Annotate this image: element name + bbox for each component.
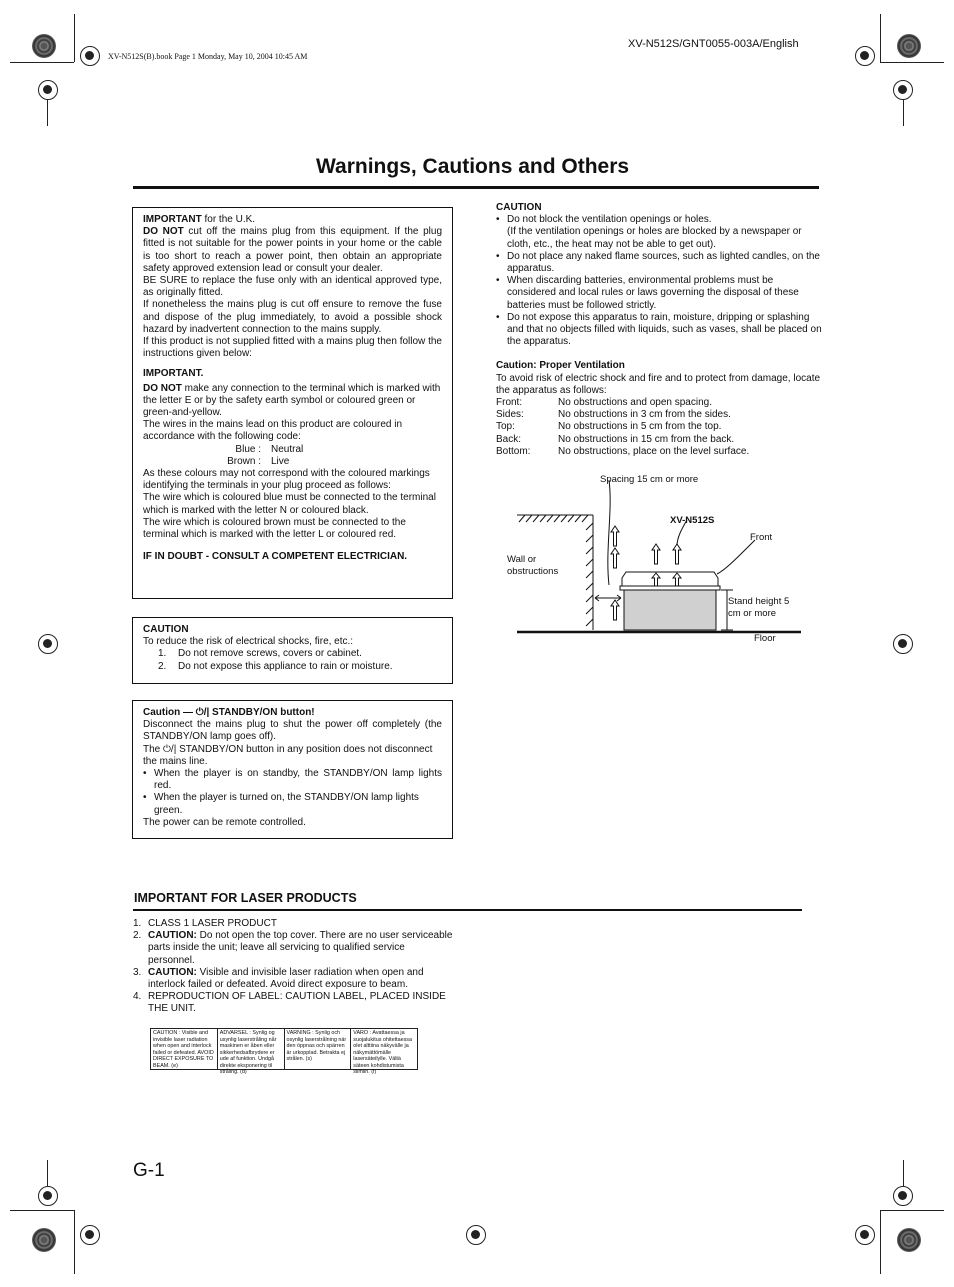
crop-line (47, 100, 48, 126)
registration-disc-icon (32, 1228, 56, 1252)
uk-important-text: for the U.K. (201, 214, 256, 225)
crop-line (74, 1210, 75, 1274)
row-value: No obstructions, place on the level surface. (558, 445, 750, 457)
caution-box (132, 617, 453, 684)
do-not-label: DO NOT (143, 226, 184, 238)
crosshair-mark-icon (893, 80, 913, 100)
crop-line (903, 100, 904, 126)
model-code: XV-N512S/GNT0055-003A/English (628, 38, 799, 50)
label-english: CAUTION : Visible and invisible laser radiation when open and interlock failed or defeated. AVOID DIRECT EXPOSURE TO BEAM. (e) (153, 1030, 214, 1069)
up-arrow-icon (611, 526, 619, 546)
label-danish: ADVARSEL : Synlig og usynlig laserstråling når maskinen er åben eller sikkerhedsafbrydere er ude af funktion. Undgå direkte eksponering til stråling. (d) (217, 1029, 284, 1069)
registration-disc-icon (897, 1228, 921, 1252)
list-number: 1. (133, 918, 142, 929)
diagram-front-label: Front (750, 532, 773, 543)
do-not-label-2: DO NOT (143, 382, 182, 394)
crop-line (880, 62, 944, 63)
code-brown-value: Live (271, 455, 290, 467)
list-number: 2. (158, 660, 167, 672)
diagram-spacing-label: Spacing 15 cm or more (600, 474, 699, 485)
up-arrow-icon (673, 544, 681, 564)
caution-label: CAUTION: (148, 966, 197, 978)
standby-heading-b: STANDBY/ON button! (209, 707, 315, 718)
doubt-text: IF IN DOUBT - CONSULT A COMPETENT ELECTRICIAN. (143, 551, 408, 563)
list-item (133, 930, 453, 967)
standby-heading-a: Caution — (143, 707, 196, 718)
ventilation-heading: Caution: Proper Ventilation (496, 360, 625, 372)
brown-wire-text: The wire which is coloured brown must be connected to the terminal which is marked with the letter L or coloured red. (143, 516, 406, 541)
registration-disc-icon (32, 34, 56, 58)
be-sure-text: BE SURE to replace the fuse only with an identical approved type, as originally fitted. (143, 275, 442, 299)
stand-shape (624, 590, 716, 630)
laser-rule (133, 909, 802, 911)
row-key: Bottom: (496, 445, 531, 457)
list-item (133, 991, 453, 1015)
ventilation-intro: To avoid risk of electric shock and fire and to protect from damage, locate the apparatus as follows: (496, 372, 821, 396)
diagram-model-label: XV-N512S (670, 515, 715, 526)
do-not-text: cut off the mains plug from this equipment. If the plug fitted is not suitable for the power points in your home or the cable is too short to reach a power point, then obtain an appropriate safety approved extension lead or consult your dealer. (143, 226, 443, 274)
list-item: Do not remove screws, covers or cabinet. (178, 648, 362, 660)
uk-important-box (132, 207, 453, 599)
row-key: Sides: (496, 409, 524, 421)
list-item (133, 967, 453, 991)
caution-bullet: • Do not place any naked flame sources, such as lighted candles, on the apparatus. (496, 251, 822, 275)
laser-heading: IMPORTANT FOR LASER PRODUCTS (134, 891, 357, 905)
list-text: Do not open the top cover. There are no user serviceable parts inside the unit; leave all servicing to qualified service personnel. (148, 930, 453, 966)
caution-heading: CAUTION (143, 624, 189, 635)
caution-bullet: • Do not block the ventilation openings or holes. (496, 214, 822, 226)
front-leader (717, 540, 755, 574)
row-value: No obstructions in 5 cm from the top. (558, 421, 722, 433)
crosshair-mark-icon (80, 1225, 100, 1245)
row-key: Front: (496, 397, 523, 409)
crosshair-mark-icon (893, 634, 913, 654)
list-number: 1. (158, 648, 167, 660)
page-title: Warnings, Cautions and Others (316, 155, 630, 178)
caution-bullet-sub: (If the ventilation openings or holes are blocked by a newspaper or cloth, etc., the heat may not be able to get out). (507, 226, 802, 250)
crop-line (47, 1160, 48, 1186)
crosshair-mark-icon (855, 1225, 875, 1245)
standby-p2a: The (143, 743, 164, 755)
list-text: REPRODUCTION OF LABEL: CAUTION LABEL, PLACED INSIDE THE UNIT. (148, 991, 446, 1015)
crosshair-mark-icon (466, 1225, 486, 1245)
caution-label: CAUTION: (148, 930, 197, 942)
caution-bullet: • Do not expose this apparatus to rain, moisture, dripping or splashing and that no objects filled with liquids, such as vases, shall be placed on the apparatus. (496, 312, 822, 349)
list-text: Visible and invisible laser radiation when open and interlock failed or defeated. Avoid direct exposure to beam. (148, 966, 424, 991)
crosshair-mark-icon (893, 1186, 913, 1206)
power-icon: ⏻/| (195, 707, 210, 718)
caution-intro: To reduce the risk of electrical shocks, fire, etc.: (143, 636, 354, 648)
page-number: G-1 (133, 1160, 165, 1181)
up-arrow-icon (652, 544, 660, 564)
registration-disc-icon (897, 34, 921, 58)
standby-box (132, 700, 453, 839)
list-number: 3. (133, 966, 142, 978)
crop-line (10, 1210, 74, 1211)
diagram-wall-label: Wall or obstructions (507, 554, 559, 577)
ventilation-row (496, 446, 822, 458)
crop-line (880, 1210, 881, 1274)
caution-bullet: • When discarding batteries, environmental problems must be considered and local rules or laws governing the disposal of these batteries must be followed strictly. (496, 275, 822, 312)
code-blue-value: Neutral (271, 443, 304, 455)
row-key: Back: (496, 433, 522, 445)
file-info: XV-N512S(B).book Page 1 Monday, May 10, 2004 10:45 AM (108, 52, 308, 61)
list-text: CLASS 1 LASER PRODUCT (148, 918, 277, 929)
list-item (133, 918, 453, 930)
crop-line (903, 1160, 904, 1186)
code-brown-key: Brown : (227, 455, 261, 467)
standby-bullet-1: • When the player is on standby, the STANDBY/ON lamp lights red. (143, 768, 442, 792)
code-blue-key: Blue : (235, 443, 261, 455)
list-number: 2. (133, 930, 142, 942)
power-icon: ⏻/| (163, 743, 177, 755)
ventilation-row (496, 421, 822, 433)
label-swedish: VARNING : Synlig och osynlig laserstrålning när den öppnas och spärren är urkopplad. Betrakta ej strålen. (s) (284, 1029, 351, 1069)
crosshair-mark-icon (80, 46, 100, 66)
wires-text: The wires in the mains lead on this product are coloured in accordance with the following code: (143, 419, 403, 443)
row-value: No obstructions in 15 cm from the back. (558, 433, 735, 445)
crosshair-mark-icon (38, 80, 58, 100)
laser-caution-label (150, 1028, 418, 1075)
row-value: No obstructions and open spacing. (558, 397, 712, 409)
ventilation-row (496, 397, 822, 409)
uk-important-label: IMPORTANT (143, 214, 202, 225)
standby-bullet-2: • When the player is turned on, the STANDBY/ON lamp lights green. (143, 792, 442, 816)
diagram-stand-label: Stand height 5 cm or more (728, 596, 790, 619)
label-finnish: VARO : Avattaessa ja suojalukitus ohitettaessa olet alttiina näkyvälle ja näkymättömälle lasersäteilylle. Vältä säteen kohdistumista silmiin. (f) (350, 1029, 417, 1069)
player-shape (622, 572, 718, 586)
important-heading: IMPORTANT. (143, 368, 204, 380)
up-arrow-icon (611, 548, 619, 568)
crosshair-mark-icon (855, 46, 875, 66)
list-number: 4. (133, 991, 142, 1003)
standby-p2b: STANDBY/ON button in any position does not disconnect the mains line. (143, 743, 433, 767)
earth-text: make any connection to the terminal which is marked with the letter E or by the safety earth symbol or coloured green or green-and-yellow. (143, 382, 441, 419)
crop-line (880, 14, 881, 62)
row-value: No obstructions in 3 cm from the sides. (558, 409, 731, 421)
standby-p1: Disconnect the mains plug to shut the power off completely (the STANDBY/ON lamp goes off). (143, 719, 442, 743)
title-rule (133, 186, 819, 189)
crosshair-mark-icon (38, 634, 58, 654)
not-supplied-text: If this product is not supplied fitted with a mains plug then follow the instructions given below: (143, 336, 442, 360)
standby-p3: The power can be remote controlled. (143, 816, 306, 828)
spacing-leader (608, 480, 610, 585)
up-arrow-icon (611, 600, 619, 620)
crop-line (74, 14, 75, 62)
diagram-floor-label: Floor (754, 633, 776, 644)
blue-wire-text: The wire which is coloured blue must be connected to the terminal which is marked with the letter N or coloured black. (143, 492, 436, 516)
list-item: Do not expose this appliance to rain or moisture. (178, 660, 393, 672)
nonetheless-text: If nonetheless the mains plug is cut off ensure to remove the fuse and dispose of the plug immediately, to avoid a possible shock hazard by inadvertent connection to the mains supply. (143, 299, 442, 335)
crosshair-mark-icon (38, 1186, 58, 1206)
row-key: Top: (496, 421, 515, 433)
right-column (496, 202, 822, 458)
crop-line (10, 62, 74, 63)
crop-line (880, 1210, 944, 1211)
laser-list (133, 918, 453, 1016)
right-caution-heading: CAUTION (496, 202, 542, 213)
ventilation-row (496, 434, 822, 446)
ventilation-row (496, 409, 822, 421)
colours-text: As these colours may not correspond with the coloured markings identifying the terminals in your plug proceed as follows: (143, 468, 430, 492)
